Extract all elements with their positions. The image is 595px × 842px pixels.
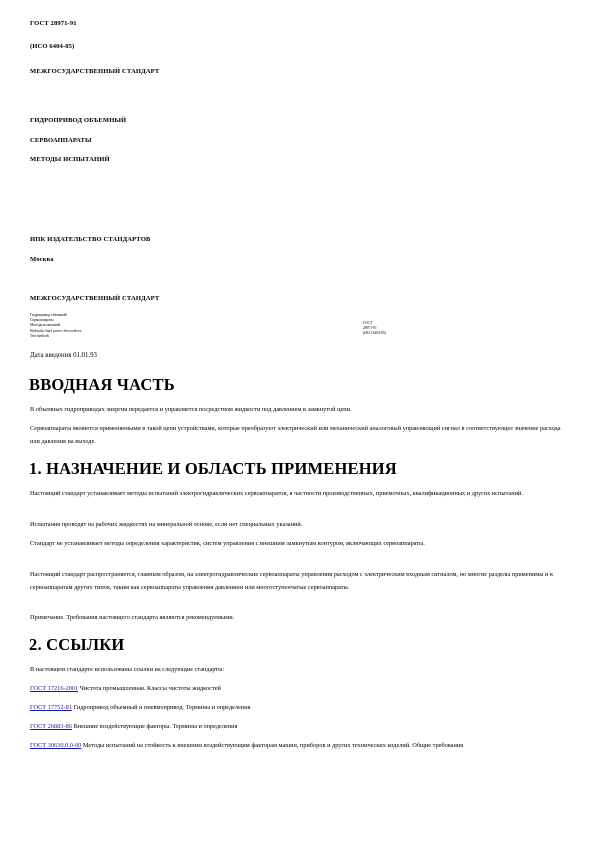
reference-item (30, 740, 560, 753)
section1-paragraph-1: Настоящий стандарт устанавливает методы испытаний электрогидравлических сервоаппаратов, в частности производственных, приемочных, квалификационных и других испытаний. (30, 490, 523, 497)
reference-link[interactable]: ГОСТ 17752-81 (30, 704, 72, 711)
publisher-city: Москва (30, 256, 54, 263)
publisher-name: ИПК ИЗДАТЕЛЬСТВО СТАНДАРТОВ (30, 236, 151, 243)
title-line-1: ГИДРОПРИВОД ОБЪЕМНЫЙ (30, 117, 127, 124)
meta-right-line: (ИСО 6404-85) (363, 331, 386, 336)
title-line-3: МЕТОДЫ ИСПЫТАНИЙ (30, 156, 110, 163)
reference-item (30, 683, 570, 696)
reference-text: Внешние воздействующие факторы. Термины и определения (71, 723, 238, 730)
meta-left (30, 313, 150, 339)
reference-text: Чистота промышленная. Классы чистоты жидкостей (78, 685, 221, 692)
intro-date-label: Дата введения (30, 352, 72, 359)
reference-text: Методы испытаний на стойкость к внешним воздействующим факторам машин, приборов и других технических изделий. Общие требования (81, 742, 464, 749)
meta-right-line: ГОСТ (363, 321, 373, 325)
intro-date-value: 01.01.93 (73, 352, 97, 359)
reference-link[interactable]: ГОСТ 26883-86 (30, 723, 72, 730)
reference-text: Гидропривод объемный и пневмопривод. Термины и определения (71, 704, 251, 711)
reference-item (30, 721, 570, 734)
meta-left-line: Test methods (30, 333, 50, 338)
section1-paragraph-3: Стандарт не устанавливает методы определения характеристик, систем управления с внешним замкнутым контуром, включающих сервоаппараты. (30, 540, 425, 547)
section2-intro: В настоящем стандарте использованы ссылки на следующие стандарты: (30, 666, 225, 673)
standard-type: МЕЖГОСУДАРСТВЕННЫЙ СТАНДАРТ (30, 68, 160, 75)
section1-paragraph-4: Настоящий стандарт распространяется, главным образом, на электрогидравлические сервоаппараты управления расходом с электрическим входным сигналом, но многие разделы применимы и к сервоаппаратам других типов, таким как сервоаппараты управления давлением или многоступенчатые сервоаппараты. (30, 571, 554, 591)
section1-note: Примечание. Требования настоящего стандарта являются рекомендуемыми. (30, 614, 235, 621)
section1-paragraph-2: Испытания проводят на рабочих жидкостях на минеральной основе, если нет специальных указаний. (30, 521, 303, 528)
intro-paragraph-1: В объемных гидроприводах энергия передается и управляется посредством жидкости под давлением в замкнутой цепи. (30, 406, 352, 413)
meta-right-line: 28971-91 (363, 326, 377, 331)
intro-paragraph-2: Сервоаппараты являются применяемыми в такой цепи устройствами, которые преобразуют электрический или механический аналоговый управляющий сигнал в соответствующее значение расхода или давления на выходе. (30, 425, 561, 445)
reference-link[interactable]: ГОСТ 17216-2001 (30, 685, 79, 692)
section-heading-1: 1. НАЗНАЧЕНИЕ И ОБЛАСТЬ ПРИМЕНЕНИЯ (29, 459, 397, 478)
meta-left-line: Hydraulic fluid power. Servovalves. (30, 328, 82, 333)
meta-right (363, 321, 423, 337)
meta-left-line: Методы испытаний (30, 323, 60, 328)
second-standard-type: МЕЖГОСУДАРСТВЕННЫЙ СТАНДАРТ (30, 295, 160, 302)
reference-link[interactable]: ГОСТ 30630.0.0-99 (30, 742, 82, 749)
doc-number: ГОСТ 28971-91 (30, 20, 77, 27)
meta-left-line: Сервоаппараты (30, 318, 54, 323)
title-line-2: СЕРВОАППАРАТЫ (30, 137, 92, 144)
intro-date (30, 350, 97, 363)
meta-left-line: Гидропривод объемный (30, 313, 67, 317)
section-heading-2: 2. ССЫЛКИ (29, 635, 125, 654)
reference-item (30, 702, 570, 715)
section-heading-intro: ВВОДНАЯ ЧАСТЬ (29, 375, 175, 394)
iso-reference: (ИСО 6404-85) (30, 43, 75, 50)
